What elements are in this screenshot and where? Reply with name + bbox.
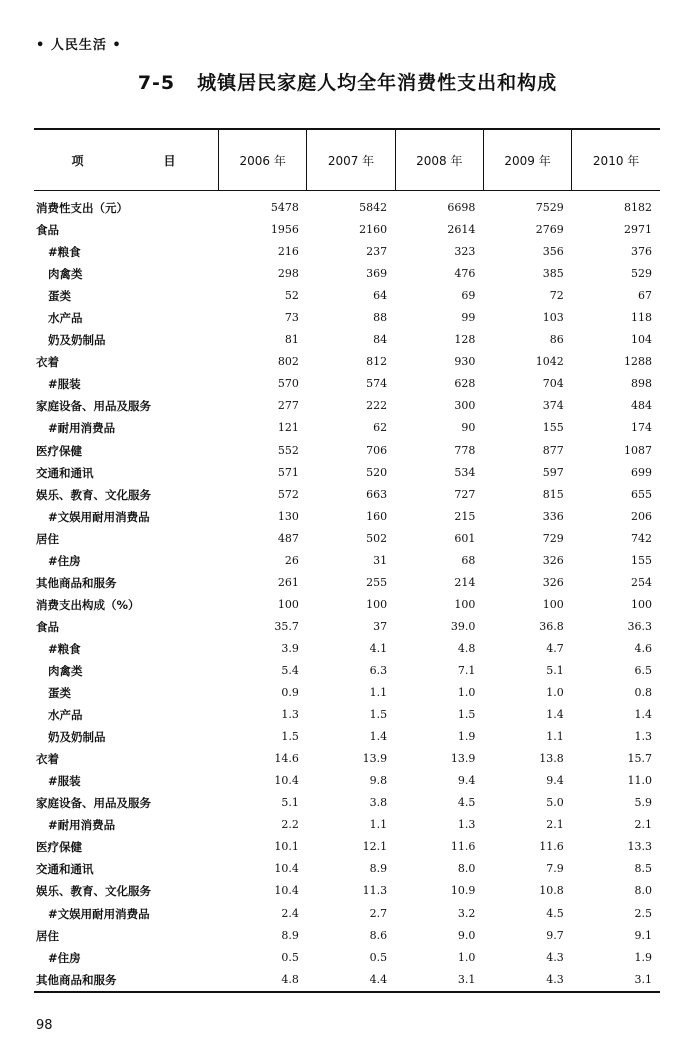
- table-cell: 255: [366, 575, 388, 589]
- table-cell: 1.3: [634, 730, 652, 744]
- table-cell: 2.1: [546, 818, 564, 832]
- table-cell: 298: [277, 267, 299, 281]
- row-label: #耐用消费品: [48, 421, 116, 436]
- table-cell: 8.0: [457, 862, 476, 876]
- table-cell: 277: [277, 399, 299, 413]
- table-cell: 237: [366, 245, 388, 259]
- row-label: #住房: [48, 950, 81, 965]
- table-cell: 100: [277, 597, 299, 611]
- table-cell: 802: [277, 355, 299, 369]
- table-cell: 11.0: [627, 774, 652, 788]
- table-row: [34, 241, 660, 263]
- table-cell: 601: [454, 531, 476, 545]
- table-cell: 26: [284, 553, 299, 567]
- table-cell: 2160: [359, 223, 388, 237]
- table-cell: 9.1: [634, 928, 652, 942]
- table-row: [34, 351, 660, 373]
- table-cell: 67: [638, 289, 652, 303]
- table-cell: 10.4: [274, 884, 299, 898]
- table-row: [34, 814, 660, 836]
- row-label: 家庭设备、用品及服务: [36, 796, 151, 811]
- table-row: [34, 903, 660, 925]
- table-cell: 104: [631, 333, 652, 347]
- row-label: 奶及奶制品: [48, 730, 106, 745]
- table-cell: 2.5: [634, 906, 652, 920]
- table-cell: 1.1: [546, 730, 564, 744]
- row-label: 居住: [36, 928, 59, 943]
- table-cell: 369: [366, 267, 388, 281]
- row-label: #住房: [48, 553, 81, 568]
- table-cell: 5.0: [546, 796, 564, 810]
- table-cell: 13.8: [539, 752, 564, 766]
- table-cell: 4.4: [307, 969, 395, 992]
- table-cell: 5.4: [281, 664, 299, 677]
- table-cell: 10.9: [450, 884, 476, 898]
- table-row: [34, 792, 660, 814]
- table-cell: 13.9: [450, 752, 476, 766]
- table-cell: 9.4: [457, 774, 476, 788]
- row-label: #耐用消费品: [48, 818, 116, 833]
- table-cell: 8.9: [281, 928, 299, 942]
- table-body: [34, 191, 660, 992]
- table-row: [34, 263, 660, 285]
- table-cell: 8.5: [634, 862, 652, 876]
- table-cell: 3.9: [281, 641, 299, 655]
- table-cell: 12.1: [362, 840, 388, 854]
- table-cell: 100: [542, 597, 564, 611]
- row-label: 肉禽类: [48, 664, 83, 678]
- table-cell: 699: [631, 465, 652, 479]
- table-cell: 68: [461, 553, 476, 567]
- table-number: 7-5: [137, 72, 176, 94]
- table-cell: 326: [542, 553, 564, 567]
- table-cell: 2769: [535, 223, 564, 237]
- table-cell: 1.5: [369, 708, 388, 722]
- table-cell: 10.8: [539, 884, 564, 898]
- table-cell: 374: [542, 399, 564, 413]
- table-cell: 11.3: [362, 884, 388, 898]
- row-label: 娱乐、教育、文化服务: [36, 487, 151, 502]
- table-cell: 6.3: [369, 664, 388, 677]
- table-cell: 502: [366, 531, 388, 545]
- table-cell: 4.5: [546, 906, 564, 920]
- table-cell: 100: [631, 597, 652, 611]
- table-cell: 3.2: [457, 906, 476, 920]
- row-label: 蛋类: [48, 289, 71, 304]
- table-cell: 7529: [535, 201, 564, 215]
- column-header-year: 2006 年: [219, 129, 307, 191]
- table-cell: 663: [366, 487, 388, 501]
- row-label: 消费性支出（元）: [36, 201, 128, 216]
- table-cell: 529: [631, 267, 652, 281]
- table-cell: 487: [277, 531, 299, 545]
- column-header-item: 项 目: [34, 129, 219, 191]
- table-cell: 4.3: [546, 950, 564, 964]
- table-row: [34, 682, 660, 704]
- table-row: [34, 506, 660, 528]
- table-cell: 88: [373, 311, 388, 325]
- table-cell: 4.5: [457, 796, 476, 810]
- table-cell: 64: [373, 289, 388, 303]
- row-label: 家庭设备、用品及服务: [36, 399, 151, 414]
- table-cell: 216: [277, 245, 299, 259]
- table-row: [34, 219, 660, 241]
- table-cell: 35.7: [274, 619, 299, 633]
- table-row: [34, 572, 660, 594]
- table-cell: 742: [631, 531, 652, 545]
- table-cell: 1.3: [457, 818, 476, 832]
- table-cell: 877: [542, 443, 564, 457]
- table-cell: 1956: [270, 223, 299, 237]
- table-cell: 100: [366, 597, 388, 611]
- table-cell: 326: [542, 575, 564, 589]
- table-cell: 10.4: [274, 862, 299, 876]
- table-cell: 4.6: [634, 641, 652, 655]
- table-row: [34, 638, 660, 660]
- table-cell: 300: [454, 399, 476, 413]
- table-cell: 628: [454, 377, 476, 391]
- table-cell: 9.8: [369, 774, 388, 788]
- row-label: 交通和通讯: [36, 465, 94, 480]
- table-cell: 552: [277, 443, 299, 457]
- row-label: 交通和通讯: [36, 862, 94, 877]
- table-cell: 11.6: [450, 840, 476, 854]
- table-row: [34, 836, 660, 858]
- table-row: [34, 307, 660, 329]
- table-cell: 37: [373, 619, 388, 633]
- row-label: #粮食: [48, 641, 81, 656]
- table-row: [34, 704, 660, 726]
- table-row: [34, 191, 660, 220]
- row-label: 娱乐、教育、文化服务: [36, 884, 151, 899]
- column-header-year: 2009 年: [483, 129, 571, 191]
- table-row: [34, 528, 660, 550]
- table-cell: 534: [454, 465, 476, 479]
- table-cell: 655: [631, 487, 652, 501]
- table-cell: 2.4: [281, 906, 299, 920]
- row-label: 水产品: [48, 708, 83, 723]
- table-cell: 4.8: [219, 969, 307, 992]
- table-cell: 73: [284, 311, 299, 325]
- table-cell: 5.9: [634, 796, 652, 810]
- table-row: [34, 858, 660, 880]
- table-cell: 5842: [359, 201, 388, 215]
- table-row: [34, 748, 660, 770]
- table-cell: 2614: [447, 223, 476, 237]
- table-cell: 3.1: [572, 969, 660, 992]
- table-cell: 160: [366, 509, 388, 523]
- table-row: [34, 329, 660, 351]
- table-cell: 118: [631, 311, 652, 325]
- statistics-table-container: [34, 128, 660, 993]
- table-cell: 930: [454, 355, 476, 369]
- row-label: 水产品: [48, 311, 83, 326]
- table-cell: 130: [277, 509, 299, 523]
- table-cell: 812: [366, 355, 388, 369]
- table-cell: 778: [454, 443, 476, 457]
- table-row: [34, 550, 660, 572]
- row-label: #粮食: [48, 245, 81, 260]
- row-label: #文娱用耐用消费品: [48, 906, 150, 921]
- column-header-year: 2010 年: [572, 129, 660, 191]
- table-cell: 356: [542, 245, 564, 259]
- table-cell: 706: [366, 443, 388, 457]
- table-cell: 7.1: [457, 664, 476, 677]
- table-cell: 2.7: [369, 906, 388, 920]
- table-row: [34, 373, 660, 395]
- table-row: [34, 395, 660, 417]
- table-cell: 155: [631, 553, 652, 567]
- table-cell: 1.0: [457, 950, 476, 964]
- table-cell: 0.5: [281, 950, 299, 964]
- row-label: 居住: [36, 531, 59, 546]
- table-cell: 2.2: [281, 818, 299, 832]
- table-cell: 4.3: [483, 969, 571, 992]
- table-cell: 0.5: [369, 950, 388, 964]
- column-header-year: 2007 年: [307, 129, 395, 191]
- table-cell: 6.5: [634, 664, 652, 677]
- table-cell: 5.1: [281, 796, 299, 810]
- table-cell: 1.3: [281, 708, 299, 722]
- table-title: 城镇居民家庭人均全年消费性支出和构成: [197, 72, 558, 94]
- table-cell: 1.0: [546, 686, 564, 700]
- table-row: [34, 880, 660, 902]
- table-cell: 9.7: [546, 928, 564, 942]
- table-cell: 4.8: [457, 641, 476, 655]
- table-cell: 86: [549, 333, 564, 347]
- row-label: #服装: [48, 774, 81, 789]
- table-cell: 1.5: [457, 708, 476, 722]
- table-cell: 4.1: [369, 641, 388, 655]
- table-cell: 5.1: [546, 664, 564, 677]
- table-cell: 10.1: [274, 840, 299, 854]
- row-label: 肉禽类: [48, 267, 83, 282]
- table-cell: 597: [542, 465, 564, 479]
- row-label: 衣着: [36, 752, 59, 767]
- table-cell: 3.1: [395, 969, 483, 992]
- table-cell: 2971: [624, 223, 652, 237]
- table-cell: 13.9: [362, 752, 388, 766]
- table-cell: 10.4: [274, 774, 299, 788]
- table-cell: 254: [631, 575, 652, 589]
- section-header: • 人民生活 •: [36, 38, 122, 53]
- table-cell: 815: [542, 487, 564, 501]
- table-cell: 14.6: [274, 752, 299, 766]
- table-cell: 62: [373, 421, 388, 435]
- table-cell: 99: [461, 311, 476, 325]
- table-cell: 1.1: [369, 818, 388, 832]
- table-row: [34, 770, 660, 792]
- table-cell: 385: [542, 267, 564, 281]
- table-cell: 0.8: [634, 686, 652, 700]
- table-cell: 1.1: [369, 686, 388, 700]
- table-cell: 574: [366, 377, 388, 391]
- table-cell: 1042: [535, 355, 564, 369]
- table-cell: 8.9: [369, 862, 388, 876]
- row-label: 其他商品和服务: [36, 575, 117, 590]
- table-row: [34, 417, 660, 439]
- table-cell: 155: [542, 421, 564, 435]
- table-cell: 84: [373, 333, 388, 347]
- table-cell: 206: [631, 509, 652, 523]
- table-cell: 69: [461, 289, 476, 303]
- table-cell: 72: [549, 289, 564, 303]
- table-cell: 261: [277, 575, 299, 589]
- table-cell: 52: [284, 289, 299, 303]
- table-cell: 2.1: [634, 818, 652, 832]
- table-cell: 336: [542, 509, 564, 523]
- table-cell: 8.0: [634, 884, 652, 898]
- row-label: 衣着: [36, 355, 59, 370]
- table-cell: 1.9: [457, 730, 476, 744]
- table-cell: 90: [461, 421, 476, 435]
- table-cell: 704: [542, 377, 564, 391]
- page-number: 98: [36, 1018, 53, 1033]
- table-cell: 103: [542, 311, 564, 325]
- table-cell: 572: [277, 487, 299, 501]
- table-cell: 8182: [624, 201, 652, 215]
- table-row: [34, 484, 660, 506]
- table-cell: 570: [277, 377, 299, 391]
- table-cell: 1.4: [369, 730, 388, 744]
- table-cell: 727: [454, 487, 476, 501]
- table-cell: 9.0: [457, 928, 476, 942]
- table-cell: 15.7: [627, 752, 652, 766]
- table-cell: 1.4: [634, 708, 652, 722]
- row-label: 消费支出构成（%）: [36, 597, 140, 612]
- header-row: [34, 129, 660, 191]
- table-cell: 31: [373, 553, 388, 567]
- row-label: 其他商品和服务: [34, 969, 219, 992]
- table-cell: 376: [631, 245, 652, 259]
- table-cell: 36.3: [627, 619, 652, 633]
- consumption-table: [34, 128, 660, 993]
- table-cell: 571: [277, 465, 299, 479]
- table-cell: 81: [284, 333, 299, 347]
- row-label: #文娱用耐用消费品: [48, 509, 150, 524]
- table-row: [34, 925, 660, 947]
- table-cell: 7.9: [546, 862, 564, 876]
- table-cell: 484: [631, 399, 652, 413]
- table-cell: 100: [454, 597, 476, 611]
- table-cell: 729: [542, 531, 564, 545]
- table-cell: 13.3: [627, 840, 652, 854]
- table-cell: 4.7: [546, 641, 564, 655]
- table-row: [34, 440, 660, 462]
- table-cell: 8.6: [369, 928, 388, 942]
- table-cell: 128: [454, 333, 476, 347]
- table-cell: 1288: [624, 355, 652, 369]
- table-cell: 215: [454, 509, 476, 523]
- table-row: [34, 660, 660, 682]
- table-row: [34, 726, 660, 748]
- table-row: [34, 285, 660, 307]
- page-title: [0, 68, 695, 95]
- table-cell: 214: [454, 575, 476, 589]
- table-cell: 222: [366, 399, 388, 413]
- row-label: 医疗保健: [36, 443, 82, 458]
- table-header: [34, 129, 660, 191]
- table-row: [34, 947, 660, 969]
- table-cell: 9.4: [546, 774, 564, 788]
- row-label: #服装: [48, 377, 81, 392]
- table-row: [34, 616, 660, 638]
- row-label: 医疗保健: [36, 840, 82, 855]
- table-cell: 6698: [447, 201, 476, 215]
- table-row: [34, 969, 660, 992]
- row-label: 食品: [36, 619, 59, 634]
- row-label: 食品: [36, 223, 59, 238]
- table-cell: 520: [366, 465, 388, 479]
- row-label: 奶及奶制品: [48, 333, 106, 348]
- table-cell: 1.4: [546, 708, 564, 722]
- table-cell: 476: [454, 267, 476, 281]
- table-cell: 1.5: [281, 730, 299, 744]
- table-cell: 11.6: [539, 840, 564, 854]
- table-cell: 0.9: [281, 686, 299, 700]
- table-cell: 39.0: [450, 619, 476, 633]
- table-cell: 898: [631, 377, 652, 391]
- table-cell: 3.8: [369, 796, 388, 810]
- table-cell: 36.8: [539, 619, 564, 633]
- table-cell: 1.0: [457, 686, 476, 700]
- table-row: [34, 594, 660, 616]
- row-label: 蛋类: [48, 686, 71, 701]
- table-cell: 1087: [624, 443, 652, 457]
- table-cell: 174: [631, 421, 652, 435]
- table-cell: 5478: [270, 201, 299, 215]
- table-cell: 1.9: [634, 950, 652, 964]
- table-cell: 121: [277, 421, 299, 435]
- table-row: [34, 462, 660, 484]
- table-cell: 323: [454, 245, 476, 259]
- column-header-year: 2008 年: [395, 129, 483, 191]
